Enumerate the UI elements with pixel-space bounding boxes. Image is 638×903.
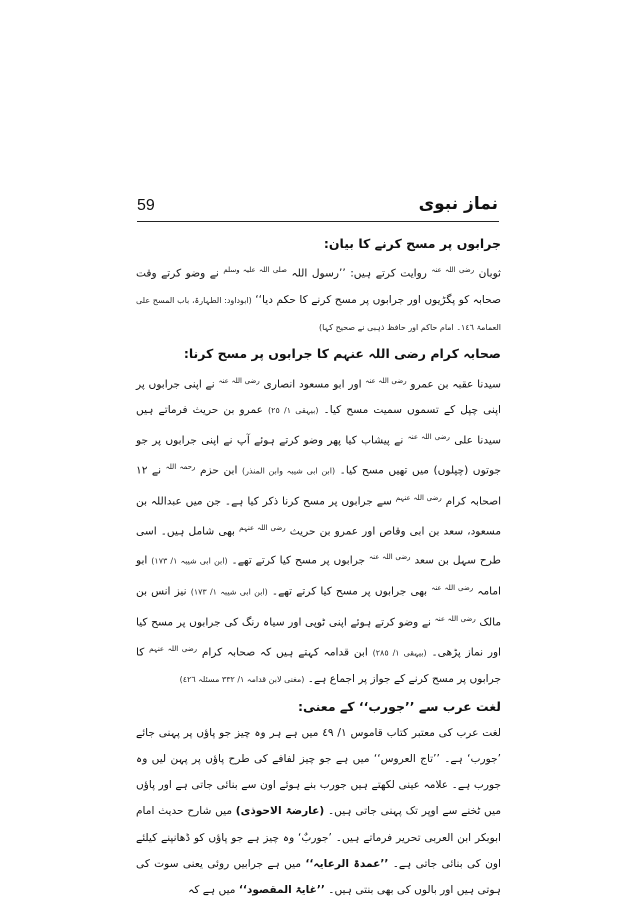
page-number: 59 — [137, 197, 155, 214]
honorific: رضی اللہ عنہ — [431, 266, 475, 275]
reference: (ابن ابی شیبہ وابن المنذر) — [241, 466, 336, 476]
text-segment: ابو امامہ — [136, 554, 501, 598]
text-segment: عمرو بن حریث فرماتے ہیں سیدنا علی — [136, 404, 502, 448]
text-segment: لغت عرب کی معتبر کتاب قاموس ١/ ٤٩ میں ہے ہر وہ چیز جو پاؤں پر پہنی جائے ’جورب‘ ہے۔ — [136, 726, 501, 765]
text-segment: نے ١٢ اصحابہ کرام — [136, 464, 502, 508]
text-segment: نے وضو کرتے ہوئے اپنی ٹوپی اور سیاہ رنگ کی جرابوں پر مسح کیا اور نماز پڑھی۔ — [136, 616, 502, 659]
text-segment: جرابوں پر مسح کیا کرتے تھے۔ — [231, 554, 366, 567]
honorific: رحمہ اللہ — [165, 463, 196, 472]
book-title: (عارضۃ الاحوذی) — [235, 805, 325, 818]
text-segment: ’’تاج العروس‘‘ میں ہے جو چیز لفافے کی طرح پاؤں پر پہن لیں وہ جورب ہے۔ علامہ عینی لکھتے ہیں جورب بنے ہوئے اون سے بنائی جاتی ہے اور پاؤں میں ٹخنے سے اوپر تک پہنی جاتی ہیں۔ — [136, 752, 501, 818]
page-body — [136, 231, 501, 903]
header-divider — [137, 221, 499, 222]
text-segment: میں ہے جرابیں روئی یعنی سوت کی ہوتی ہیں اور بالوں کی بھی بنتی ہیں۔ — [136, 857, 501, 896]
reference: (بیہقی ١/ ٢٥) — [268, 406, 319, 416]
text-segment: اور ابو مسعود انصاری — [263, 378, 362, 391]
text-segment: سے جرابوں پر مسح کرنا ذکر کیا ہے۔ جن میں عبداللہ بن مسعود، سعد بن ابی وقاص اور عمرو بن حریث — [136, 495, 502, 538]
reference: (ابوداود: الطہارۃ، باب المسح علی العمامۃ ١٤٦۔ امام حاکم اور حافظ ذہبی نے صحیح کہا) — [136, 295, 501, 333]
honorific: رضی اللہ عنہ — [218, 376, 260, 385]
text-segment: نے پیشاب کیا پھر وضو کرتے ہوئے آپ نے اپنی جرابوں پر جو جوتوں (چپلوں) میں تھیں مسح کیا۔ — [136, 435, 502, 477]
text-segment: بھی شامل ہیں۔ اسی طرح سہل بن سعد — [136, 525, 501, 567]
honorific: صلی اللہ علیہ وسلم — [223, 266, 287, 275]
honorific: رضی اللہ عنہم — [149, 644, 198, 653]
text-segment: میں شارح حدیث امام ابوبکر ابن العربی تحریر فرماتے ہیں۔ — [136, 805, 501, 844]
text-segment: کا جرابوں پر مسح کرنے کے جواز پر اجماع ہے۔ — [136, 646, 501, 686]
text-segment: ثوبان — [478, 267, 501, 280]
text-segment: ’جوربٌ‘ وہ چیز ہے جو پاؤں کو ڈھانپنے کیلئے اون کی بنائی جاتی ہے۔ — [136, 831, 501, 870]
text-segment: ابن حزم — [199, 464, 238, 477]
honorific: رضی اللہ عنہم — [395, 493, 442, 502]
honorific: رضی اللہ عنہ — [434, 614, 476, 623]
reference: (مغنی لابن قدامہ ١/ ٣٣٢ مسئلہ ٤٢٦) — [179, 675, 305, 685]
paragraph-companions — [136, 368, 501, 694]
reference: (ابن ابی شیبہ ١/ ١٧٣) — [190, 587, 268, 597]
text-segment: نے اپنی جرابوں پر اپنی چپل کے تسموں سمیت مسح کیا۔ — [136, 378, 501, 417]
reference: (ابن ابی شیبہ ١/ ١٧٣) — [151, 556, 228, 566]
book-title: ’’عمدۃ الرعایہ‘‘ — [305, 857, 389, 870]
paragraph-thawban — [136, 257, 501, 341]
heading-companions: صحابہ کرام رضی اللہ عنہم کا جرابوں پر مسح کرنا: — [183, 346, 501, 362]
text-segment: ابن قدامہ کہتے ہیں کہ صحابہ کرام — [201, 646, 368, 659]
honorific: رضی اللہ عنہ — [365, 376, 407, 385]
honorific: رضی اللہ عنہ — [407, 433, 450, 442]
book-title: ’’غایۃ المقصود‘‘ — [238, 883, 325, 896]
honorific: رضی اللہ عنہم — [239, 523, 286, 532]
text-segment: میں ہے کہ — [188, 883, 236, 896]
text-segment: بھی جرابوں پر مسح کیا کرتے تھے۔ — [271, 585, 428, 598]
paragraph-lexicon — [136, 720, 501, 903]
honorific: رضی اللہ عنہ — [431, 584, 474, 593]
reference: (بیہقی ١/ ٢٨٥) — [372, 648, 427, 658]
text-segment: سیدنا عقبہ بن عمرو — [410, 378, 501, 391]
text-segment: روایت کرتے ہیں: ’’رسول اللہ — [291, 267, 427, 280]
honorific: رضی اللہ عنہ — [369, 553, 411, 562]
heading-lexicon: لغت عرب سے ’’جورب‘‘ کے معنی: — [298, 698, 501, 714]
text-segment: نے وضو کرتے وقت صحابہ کو پگڑیوں اور جرابوں پر مسح کرنے کا حکم دیا‘‘ — [136, 267, 501, 306]
running-header-title: نماز نبوی — [418, 194, 498, 214]
text-segment: نیز انس بن مالک — [136, 585, 502, 629]
heading-socks-masah: جرابوں پر مسح کرنے کا بیان: — [323, 236, 501, 251]
